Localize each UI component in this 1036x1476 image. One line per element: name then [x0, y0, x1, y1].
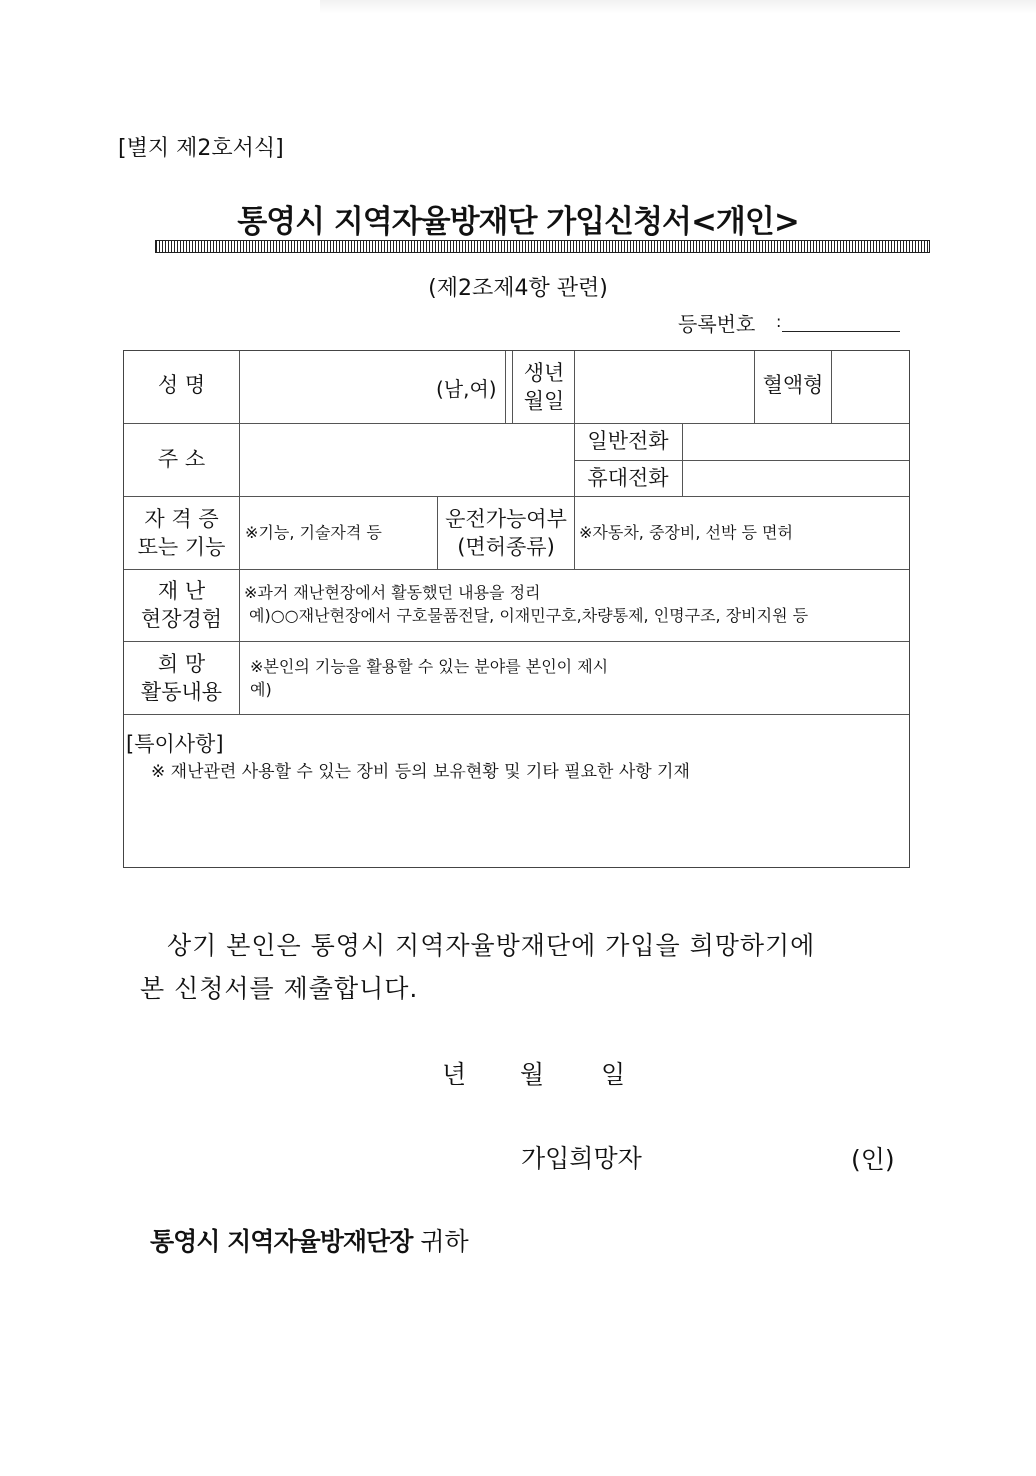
special-notes-hint: ※ 재난관련 사용할 수 있는 장비 등의 보유현황 및 기타 필요한 사항 기재: [151, 762, 690, 782]
form-title: 통영시 지역자율방재단 가입신청서<개인>: [237, 204, 799, 240]
title-underline-bar: [155, 240, 930, 253]
phone-label: 일반전화: [587, 429, 669, 453]
statement-line2: 본 신청서를 제출합니다.: [140, 974, 419, 1003]
license-label-line2: 또는 기능: [137, 535, 226, 559]
desired-hint-line2: 예): [250, 680, 272, 699]
registration-number-field[interactable]: [782, 331, 900, 332]
name-label: 성 명: [157, 373, 206, 397]
driving-hint: ※자동차, 중장비, 선박 등 면허: [579, 523, 793, 542]
experience-hint-line1: ※과거 재난현장에서 활동했던 내용을 정리: [244, 583, 541, 602]
address-label: 주 소: [157, 447, 206, 471]
statement-line1: 상기 본인은 통영시 지역자율방재단에 가입을 희망하기에: [167, 931, 816, 960]
driving-label-line2: (면허종류): [457, 535, 555, 559]
registration-colon: :: [776, 312, 782, 331]
phone-field[interactable]: [686, 427, 906, 457]
application-table: [123, 350, 910, 868]
seal-mark: (인): [851, 1145, 895, 1174]
desired-label-line2: 활동내용: [140, 680, 223, 704]
registration-label: 등록번호: [678, 312, 756, 336]
date-month: 월: [520, 1060, 545, 1089]
birth-label-line1: 생년: [523, 361, 565, 385]
mobile-field[interactable]: [686, 464, 906, 494]
applicant-label: 가입희망자: [521, 1144, 642, 1173]
gender-option[interactable]: (남,여): [436, 377, 497, 401]
birth-label-line2: 월일: [523, 389, 565, 413]
blood-type-label: 혈액형: [762, 373, 824, 397]
desired-label-line1: 희 망: [157, 652, 206, 676]
birth-column-divider: [505, 351, 513, 423]
recipient: [150, 1222, 469, 1258]
form-subtitle: (제2조제4항 관련): [428, 276, 608, 301]
recipient-suffix: 귀하: [420, 1227, 469, 1256]
blood-type-field[interactable]: [834, 353, 906, 421]
date-year: 년: [442, 1060, 467, 1089]
special-notes-label: [특이사항]: [126, 732, 224, 756]
birth-date-field[interactable]: [578, 353, 750, 421]
license-hint: ※기능, 기술자격 등: [245, 523, 382, 542]
desired-hint-line1: ※본인의 기능을 활용할 수 있는 분야를 본인이 제시: [250, 657, 609, 676]
date-day: 일: [601, 1060, 626, 1089]
driving-label-line1: 운전가능여부: [445, 507, 567, 531]
experience-hint-line2: 예)○○재난현장에서 구호물품전달, 이재민구호,차량통제, 인명구조, 장비지원 등: [249, 606, 809, 625]
form-number: [별지 제2호서식]: [118, 136, 284, 161]
top-edge-shadow: [320, 0, 1036, 14]
experience-label-line1: 재 난: [157, 579, 206, 603]
special-notes-field[interactable]: [128, 783, 904, 863]
address-field[interactable]: [244, 427, 569, 493]
license-label-line1: 자 격 증: [144, 507, 219, 531]
mobile-label: 휴대전화: [587, 466, 669, 490]
recipient-name: 통영시 지역자율방재단장: [150, 1227, 413, 1256]
experience-label-line2: 현장경험: [140, 607, 223, 631]
